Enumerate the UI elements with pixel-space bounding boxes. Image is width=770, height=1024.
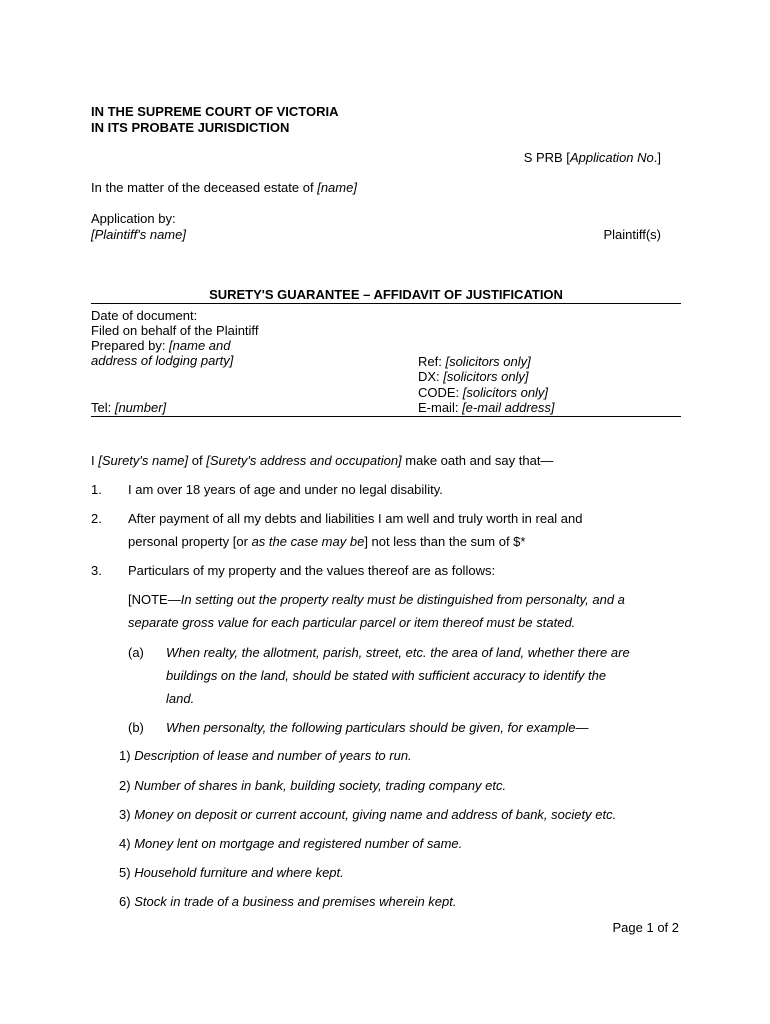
p2-seg-c: ] not less than the sum of $*: [364, 534, 526, 549]
paragraph-1-number: 1.: [91, 482, 102, 497]
ref-value: [solicitors only]: [445, 354, 531, 369]
court-name: IN THE SUPREME COURT OF VICTORIA: [91, 104, 339, 119]
subitem-b-label: (b): [128, 720, 144, 735]
tel-value: [number]: [114, 400, 167, 415]
list-item: [119, 836, 462, 852]
list-item-number: 5): [119, 865, 131, 880]
list-item-number: 6): [119, 894, 131, 909]
ref-label: Ref:: [418, 354, 446, 369]
date-of-document: Date of document:: [91, 308, 198, 323]
code-label: CODE:: [418, 385, 463, 400]
paragraph-3-number: 3.: [91, 563, 102, 578]
reference: [418, 354, 531, 370]
app-no-suffix: .]: [653, 150, 661, 165]
matter-prefix: In the matter of the deceased estate of: [91, 180, 318, 195]
p2-seg-b: as the case may be: [251, 534, 365, 549]
list-item-text: Household furniture and where kept.: [134, 865, 344, 880]
lodging-party-address: address of lodging party]: [91, 353, 234, 368]
list-item: [119, 807, 616, 823]
dx-value: [solicitors only]: [443, 369, 529, 384]
matter-line: [91, 180, 357, 196]
email: [418, 400, 555, 416]
surety-address: [Surety's address and occupation]: [206, 453, 402, 468]
app-no-prefix: S PRB [: [523, 150, 570, 165]
surety-name: [Surety's name]: [98, 453, 189, 468]
paragraph-2-number: 2.: [91, 511, 102, 526]
filing-rule: [91, 416, 681, 417]
title-rule: [91, 303, 681, 304]
subitem-b-text: When personalty, the following particulars should be given, for example—: [166, 720, 589, 735]
list-item-number: 4): [119, 836, 131, 851]
list-item-number: 1): [119, 748, 131, 763]
oath-statement: [91, 453, 553, 469]
list-item: [119, 748, 412, 764]
prepared-by-value: [name and: [169, 338, 231, 353]
p2-seg-a: personal property [or: [128, 534, 252, 549]
paragraph-1-text: I am over 18 years of age and under no legal disability.: [128, 482, 443, 497]
list-item-text: Money lent on mortgage and registered number of same.: [134, 836, 463, 851]
list-item-text: Description of lease and number of years to run.: [134, 748, 412, 763]
oath-rest: make oath and say that—: [401, 453, 554, 468]
application-label: Application by:: [91, 211, 176, 226]
paragraph-2-line-2: [128, 534, 525, 550]
telephone: [91, 400, 166, 416]
list-item-number: 3): [119, 807, 131, 822]
code-value: [solicitors only]: [462, 385, 549, 400]
court-jurisdiction: IN ITS PROBATE JURISDICTION: [91, 120, 290, 135]
list-item-text: Stock in trade of a business and premises wherein kept.: [134, 894, 457, 909]
filed-on-behalf: Filed on behalf of the Plaintiff: [91, 323, 259, 338]
list-item-number: 2): [119, 778, 131, 793]
note-text-1: In setting out the property realty must be distinguished from personalty, and a: [180, 592, 625, 607]
subitem-a-line-3: land.: [166, 691, 195, 706]
list-item: [119, 865, 344, 881]
list-item-text: Number of shares in bank, building society, trading company etc.: [134, 778, 507, 793]
oath-of: of: [188, 453, 207, 468]
list-item: [119, 778, 506, 794]
deceased-name: [name]: [317, 180, 357, 195]
application-number: [524, 150, 661, 166]
dx: [418, 369, 529, 385]
paragraph-2-line-1: After payment of all my debts and liabilities I am well and truly worth in real and: [128, 511, 583, 526]
dx-label: DX:: [418, 369, 444, 384]
prepared-by-label: Prepared by:: [91, 338, 170, 353]
tel-label: Tel:: [91, 400, 115, 415]
subitem-a-line-1: When realty, the allotment, parish, street, etc. the area of land, whether there are: [166, 645, 630, 660]
oath-i: I: [91, 453, 99, 468]
list-item-text: Money on deposit or current account, giving name and address of bank, society etc.: [134, 807, 617, 822]
note-line-1: [128, 592, 625, 608]
page-number: Page 1 of 2: [612, 920, 679, 935]
plaintiff-name: [Plaintiff's name]: [91, 227, 186, 242]
code: [418, 385, 548, 401]
list-item: [119, 894, 456, 910]
note-line-2: separate gross value for each particular parcel or item thereof must be stated.: [128, 615, 576, 630]
email-label: E-mail:: [418, 400, 463, 415]
note-open: [NOTE—: [128, 592, 181, 607]
prepared-by: [91, 338, 230, 354]
document-title: SURETY'S GUARANTEE – AFFIDAVIT OF JUSTIFICATION: [209, 287, 563, 302]
plaintiff-role: Plaintiff(s): [603, 227, 661, 242]
subitem-a-label: (a): [128, 645, 144, 660]
email-value: [e-mail address]: [462, 400, 555, 415]
subitem-a-line-2: buildings on the land, should be stated with sufficient accuracy to identify the: [166, 668, 607, 683]
paragraph-3-text: Particulars of my property and the values thereof are as follows:: [128, 563, 496, 578]
app-no-italic: Application No: [569, 150, 654, 165]
